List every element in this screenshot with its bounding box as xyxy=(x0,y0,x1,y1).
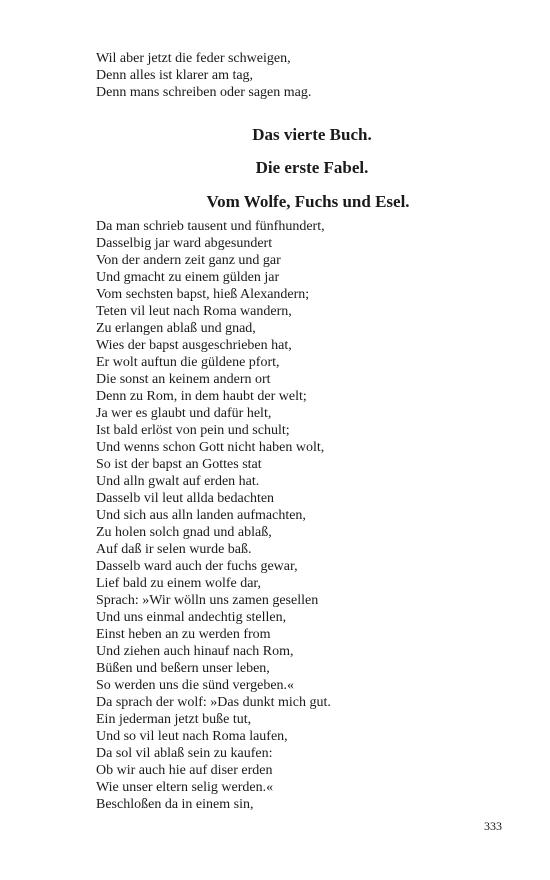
verse-line: Denn alles ist klarer am tag, xyxy=(96,68,254,83)
verse-line: Denn mans schreiben oder sagen mag. xyxy=(96,85,312,100)
fable-title: Vom Wolfe, Fuchs und Esel. xyxy=(206,192,410,211)
verse-line: Da man schrieb tausent und fünfhundert, xyxy=(96,219,325,234)
verse-line: Und ziehen auch hinauf nach Rom, xyxy=(96,644,294,659)
verse-line: Und sich aus alln landen aufmachten, xyxy=(96,508,306,523)
verse-line: Dasselb ward auch der fuchs gewar, xyxy=(96,559,298,574)
verse-line: Von der andern zeit ganz und gar xyxy=(96,253,281,268)
verse-line: Und uns einmal andechtig stellen, xyxy=(96,610,287,625)
verse-line: Auf daß ir selen wurde baß. xyxy=(96,542,252,557)
verse-line: Ja wer es glaubt und dafür helt, xyxy=(96,406,272,421)
verse-line: Er wolt auftun die güldene pfort, xyxy=(96,355,280,370)
verse-line: Da sol vil ablaß sein zu kaufen: xyxy=(96,746,273,761)
verse-line: Ist bald erlöst von pein und schult; xyxy=(96,423,290,438)
verse-line: Und wenns schon Gott nicht haben wolt, xyxy=(96,440,325,455)
verse-line: Ein jederman jetzt buße tut, xyxy=(96,712,252,727)
verse-line: Die sonst an keinem andern ort xyxy=(96,372,271,387)
verse-line: Vom sechsten bapst, hieß Alexandern; xyxy=(96,287,310,302)
verse-line: Zu holen solch gnad und ablaß, xyxy=(96,525,272,540)
verse-line: Ob wir auch hie auf diser erden xyxy=(96,763,273,778)
verse-line: Und gmacht zu einem gülden jar xyxy=(96,270,280,285)
verse-line: Da sprach der wolf: »Das dunkt mich gut. xyxy=(96,695,331,710)
verse-line: Wie unser eltern selig werden.« xyxy=(96,780,274,795)
verse-line: Dasselb vil leut allda bedachten xyxy=(96,491,275,506)
verse-line: Wies der bapst ausgeschrieben hat, xyxy=(96,338,292,353)
book-heading: Das vierte Buch. xyxy=(252,125,372,144)
intro-stanza xyxy=(96,50,311,101)
verse-line: Denn zu Rom, in dem haubt der welt; xyxy=(96,389,307,404)
verse-line: Und so vil leut nach Roma laufen, xyxy=(96,729,288,744)
verse-line: So ist der bapst an Gottes stat xyxy=(96,457,262,472)
poem-stanza xyxy=(96,218,331,813)
verse-line: Zu erlangen ablaß und gnad, xyxy=(96,321,256,336)
verse-line: Und alln gwalt auf erden hat. xyxy=(96,474,260,489)
fable-heading: Die erste Fabel. xyxy=(255,158,369,177)
verse-line: Sprach: »Wir wölln uns zamen gesellen xyxy=(96,593,319,608)
verse-line: Einst heben an zu werden from xyxy=(96,627,271,642)
verse-line: Teten vil leut nach Roma wandern, xyxy=(96,304,292,319)
verse-line: Beschloßen da in einem sin, xyxy=(96,797,254,812)
page-number: 333 xyxy=(484,819,502,833)
verse-line: Wil aber jetzt die feder schweigen, xyxy=(96,51,291,66)
verse-line: Lief bald zu einem wolfe dar, xyxy=(96,576,262,591)
verse-line: Büßen und beßern unser leben, xyxy=(96,661,270,676)
verse-line: So werden uns die sünd vergeben.« xyxy=(96,678,295,693)
verse-line: Dasselbig jar ward abgesundert xyxy=(96,236,273,251)
